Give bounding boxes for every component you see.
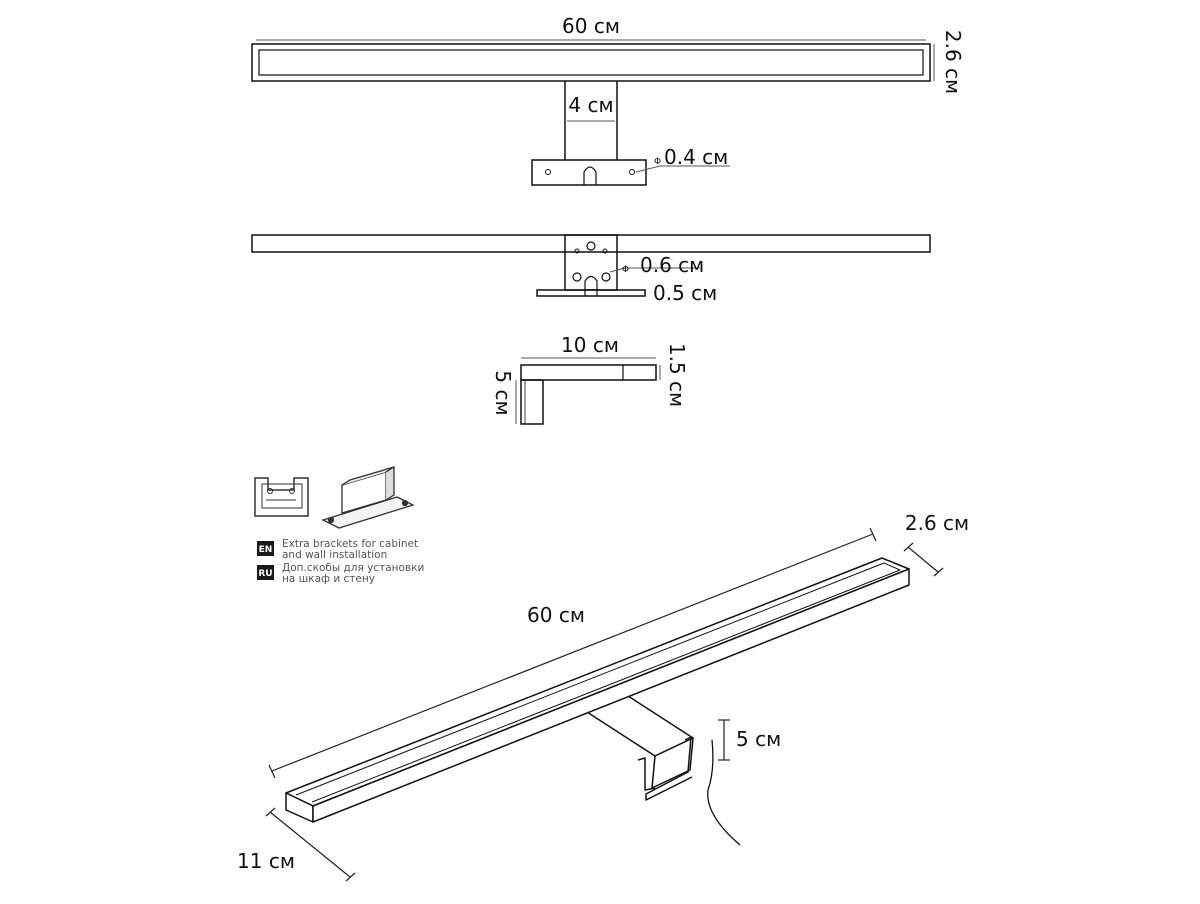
front-screw-top (587, 242, 595, 250)
iso-depth-label: 11 см (237, 849, 295, 873)
top-height-label: 2.6 см (941, 29, 965, 95)
front-screw-right (602, 273, 610, 281)
iso-height-label: 2.6 см (904, 511, 970, 535)
front-plate-label: 0.5 см (653, 281, 718, 305)
side-drop-label: 5 см (491, 370, 515, 416)
front-screw-left (573, 273, 581, 281)
front-base-plate (537, 290, 645, 296)
en-note-line2: and wall installation (282, 549, 388, 561)
side-view (521, 365, 656, 424)
bracket-icon-cabinet (255, 478, 308, 516)
top-hole-label: 0.4 см (664, 145, 729, 169)
front-bracket (565, 235, 617, 290)
iso-bar-top (286, 558, 909, 806)
lamp-bar-inner (259, 50, 923, 75)
iso-drop-label: 5 см (736, 727, 782, 751)
side-bar-label: 1.5 см (665, 342, 689, 408)
side-drop (521, 380, 543, 424)
iso-length-label: 60 см (527, 603, 585, 627)
iso-length-tick-left (269, 765, 275, 778)
iso-view (286, 558, 909, 845)
side-depth-label: 10 см (561, 333, 619, 357)
en-tag: EN (258, 545, 273, 555)
mount-slot (584, 167, 596, 185)
iso-height-dim-line (908, 547, 938, 572)
front-phi-symbol: Φ (622, 265, 630, 275)
side-bar (521, 365, 656, 380)
front-view (252, 235, 930, 296)
side-view-dimensions (516, 358, 660, 424)
front-hole-label: 0.6 см (640, 253, 705, 277)
ru-note-line1: Доп.скобы для установки (282, 562, 425, 574)
bracket-width-label: 4 см (568, 93, 614, 117)
ru-tag: RU (258, 569, 273, 579)
en-note-line1: Extra brackets for cabinet (282, 538, 419, 550)
screw-hole-left (546, 170, 551, 175)
iso-bar-front (313, 569, 909, 822)
top-length-label: 60 см (562, 14, 620, 38)
front-slot (585, 277, 597, 297)
bracket-icon-wall (323, 467, 413, 528)
phi-symbol: Φ (654, 157, 662, 167)
mount-plate (532, 160, 646, 185)
ru-note-line2: на шкаф и стену (282, 573, 375, 585)
screw-hole-right (630, 170, 635, 175)
